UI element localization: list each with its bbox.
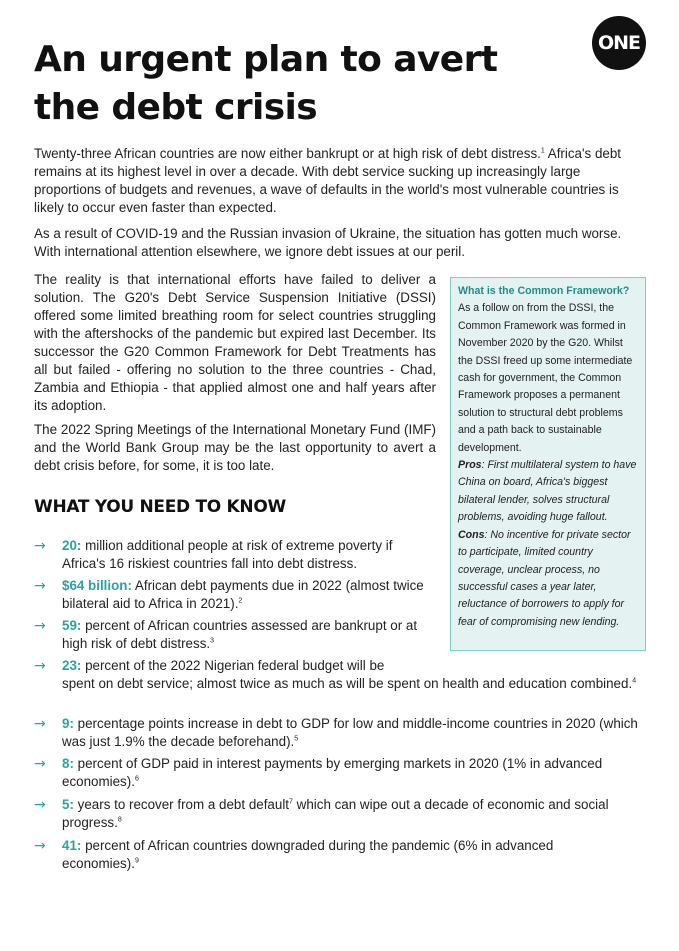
common-framework-sidebar bbox=[450, 277, 646, 651]
stat-value: 23: bbox=[62, 658, 82, 673]
arrow-right-icon: → bbox=[34, 618, 46, 634]
arrow-right-icon: → bbox=[34, 756, 46, 772]
footnote-ref: 7 bbox=[289, 798, 293, 806]
list-item-text bbox=[62, 577, 434, 613]
stat-description: percent of African countries downgraded during the pandemic (6% in advanced economies). bbox=[62, 838, 554, 871]
stat-value: $64 billion: bbox=[62, 578, 132, 593]
arrow-right-icon: → bbox=[34, 797, 46, 813]
footnote-ref: 9 bbox=[134, 857, 139, 865]
stat-value: 8: bbox=[62, 756, 74, 771]
footnote-ref: 3 bbox=[210, 637, 215, 645]
arrow-right-icon: → bbox=[34, 716, 46, 732]
list-item-text bbox=[62, 617, 434, 653]
one-logo: ONE bbox=[592, 16, 646, 70]
arrow-right-icon: → bbox=[34, 838, 46, 854]
footnote-ref: 4 bbox=[632, 677, 637, 685]
footnote-ref: 5 bbox=[294, 735, 299, 743]
need-to-know-heading: WHAT YOU NEED TO KNOW bbox=[34, 497, 286, 517]
list-item-text bbox=[62, 755, 652, 791]
list-item-text-continued: spent on debt service; almost twice as much as will be spent on health and education combined.$^4$ bbox=[62, 676, 637, 691]
footnote-ref: 2 bbox=[238, 597, 243, 605]
stat-value: 20: bbox=[62, 538, 82, 553]
footnote-ref: 6 bbox=[134, 775, 139, 783]
arrow-right-icon: → bbox=[34, 538, 46, 554]
stat-value: 9: bbox=[62, 716, 74, 731]
sidebar-cons bbox=[458, 527, 638, 631]
list-item-text bbox=[62, 796, 652, 832]
intro-paragraph-2: As a result of COVID-19 and the Russian invasion of Ukraine, the situation has gotten much worse. With international attention elsewhere, we ignore debt issues at our peril. bbox=[34, 226, 622, 259]
pros-label: Pros bbox=[458, 459, 482, 472]
body-paragraph-4: The 2022 Spring Meetings of the International Monetary Fund (IMF) and the World Bank Group may be the last opportunity to avert a debt crisis before, for some, it is too late. bbox=[34, 422, 436, 473]
arrow-right-icon: → bbox=[34, 578, 46, 594]
list-item-text bbox=[62, 537, 434, 573]
intro-paragraph-1 bbox=[34, 145, 648, 217]
footnote-ref: 8 bbox=[117, 816, 122, 824]
stat-description: percent of African countries assessed are bankrupt or at high risk of debt distress. bbox=[62, 618, 418, 651]
stat-description: percentage points increase in debt to GDP for low and middle-income countries in 2020 (which was just 1.9% the decade beforehand). bbox=[62, 716, 638, 749]
page-title: An urgent plan to avert the debt crisis bbox=[34, 39, 498, 128]
stat-description-a: years to recover from a debt default bbox=[73, 797, 290, 812]
intro-paragraph-1-b: Africa's debt remains at its highest level in over a decade. With debt service sucking up increasingly large proportions of budgets and revenues, a wave of defaults in the world's most vulnerable countries is likely to occur even faster than expected. bbox=[34, 146, 622, 215]
list-item-text bbox=[62, 715, 652, 751]
sidebar-body: As a follow on from the DSSI, the Common Framework was formed in November 2020 by the G20. Whilst the DSSI freed up some intermediate cash for government, the Common Framework proposes a permanent solution to structural debt problems and a path back to sustainable development. bbox=[458, 302, 633, 454]
stat-description: African debt payments due in 2022 (almost twice bilateral aid to Africa in 2021). bbox=[62, 578, 424, 611]
stat-value: 5: bbox=[62, 797, 74, 812]
stat-value: 59: bbox=[62, 618, 82, 633]
sidebar-pros bbox=[458, 457, 638, 527]
cons-label: Cons bbox=[458, 528, 485, 541]
cons-text: : No incentive for private sector to participate, limited country coverage, unclear process, no successful cases a year later, reluctance of borrowers to apply for fear of compromising new lending. bbox=[458, 528, 631, 628]
stat-description-line-1: percent of the 2022 Nigerian federal budget will be bbox=[81, 658, 385, 673]
list-item-text bbox=[62, 657, 434, 675]
stat-value: 41: bbox=[62, 838, 82, 853]
intro-paragraph-1-a: Twenty-three African countries are now either bankrupt or at high risk of debt distress. bbox=[34, 146, 541, 161]
body-paragraph-3: The reality is that international efforts have failed to deliver a solution. The G20's Debt Service Suspension Initiative (DSSI) offered some limited breathing room for select countries struggling with the aftershocks of the pandemic but expired last December. Its successor the G20 Common Framework for Debt Treatments has all but failed - offering no solution to the three countries - Chad, Zambia and Ethiopia - that applied almost one and half years after its adoption. bbox=[34, 272, 436, 413]
stat-description: which can wipe out a decade of economic and social progress. bbox=[62, 797, 609, 830]
footnote-ref-1: 1 bbox=[540, 147, 545, 155]
pros-text: : First multilateral system to have China on board, Africa's biggest bilateral lender, solves structural problems, avoiding huge fallout. bbox=[458, 459, 637, 524]
list-item-text bbox=[62, 837, 622, 873]
sidebar-title: What is the Common Framework? bbox=[458, 285, 630, 297]
arrow-right-icon: → bbox=[34, 658, 46, 674]
stat-description: million additional people at risk of extreme poverty if Africa's 16 riskiest countries fall into debt distress. bbox=[62, 538, 393, 571]
stat-description: percent of GDP paid in interest payments by emerging markets in 2020 (1% in advanced economies). bbox=[62, 756, 603, 789]
